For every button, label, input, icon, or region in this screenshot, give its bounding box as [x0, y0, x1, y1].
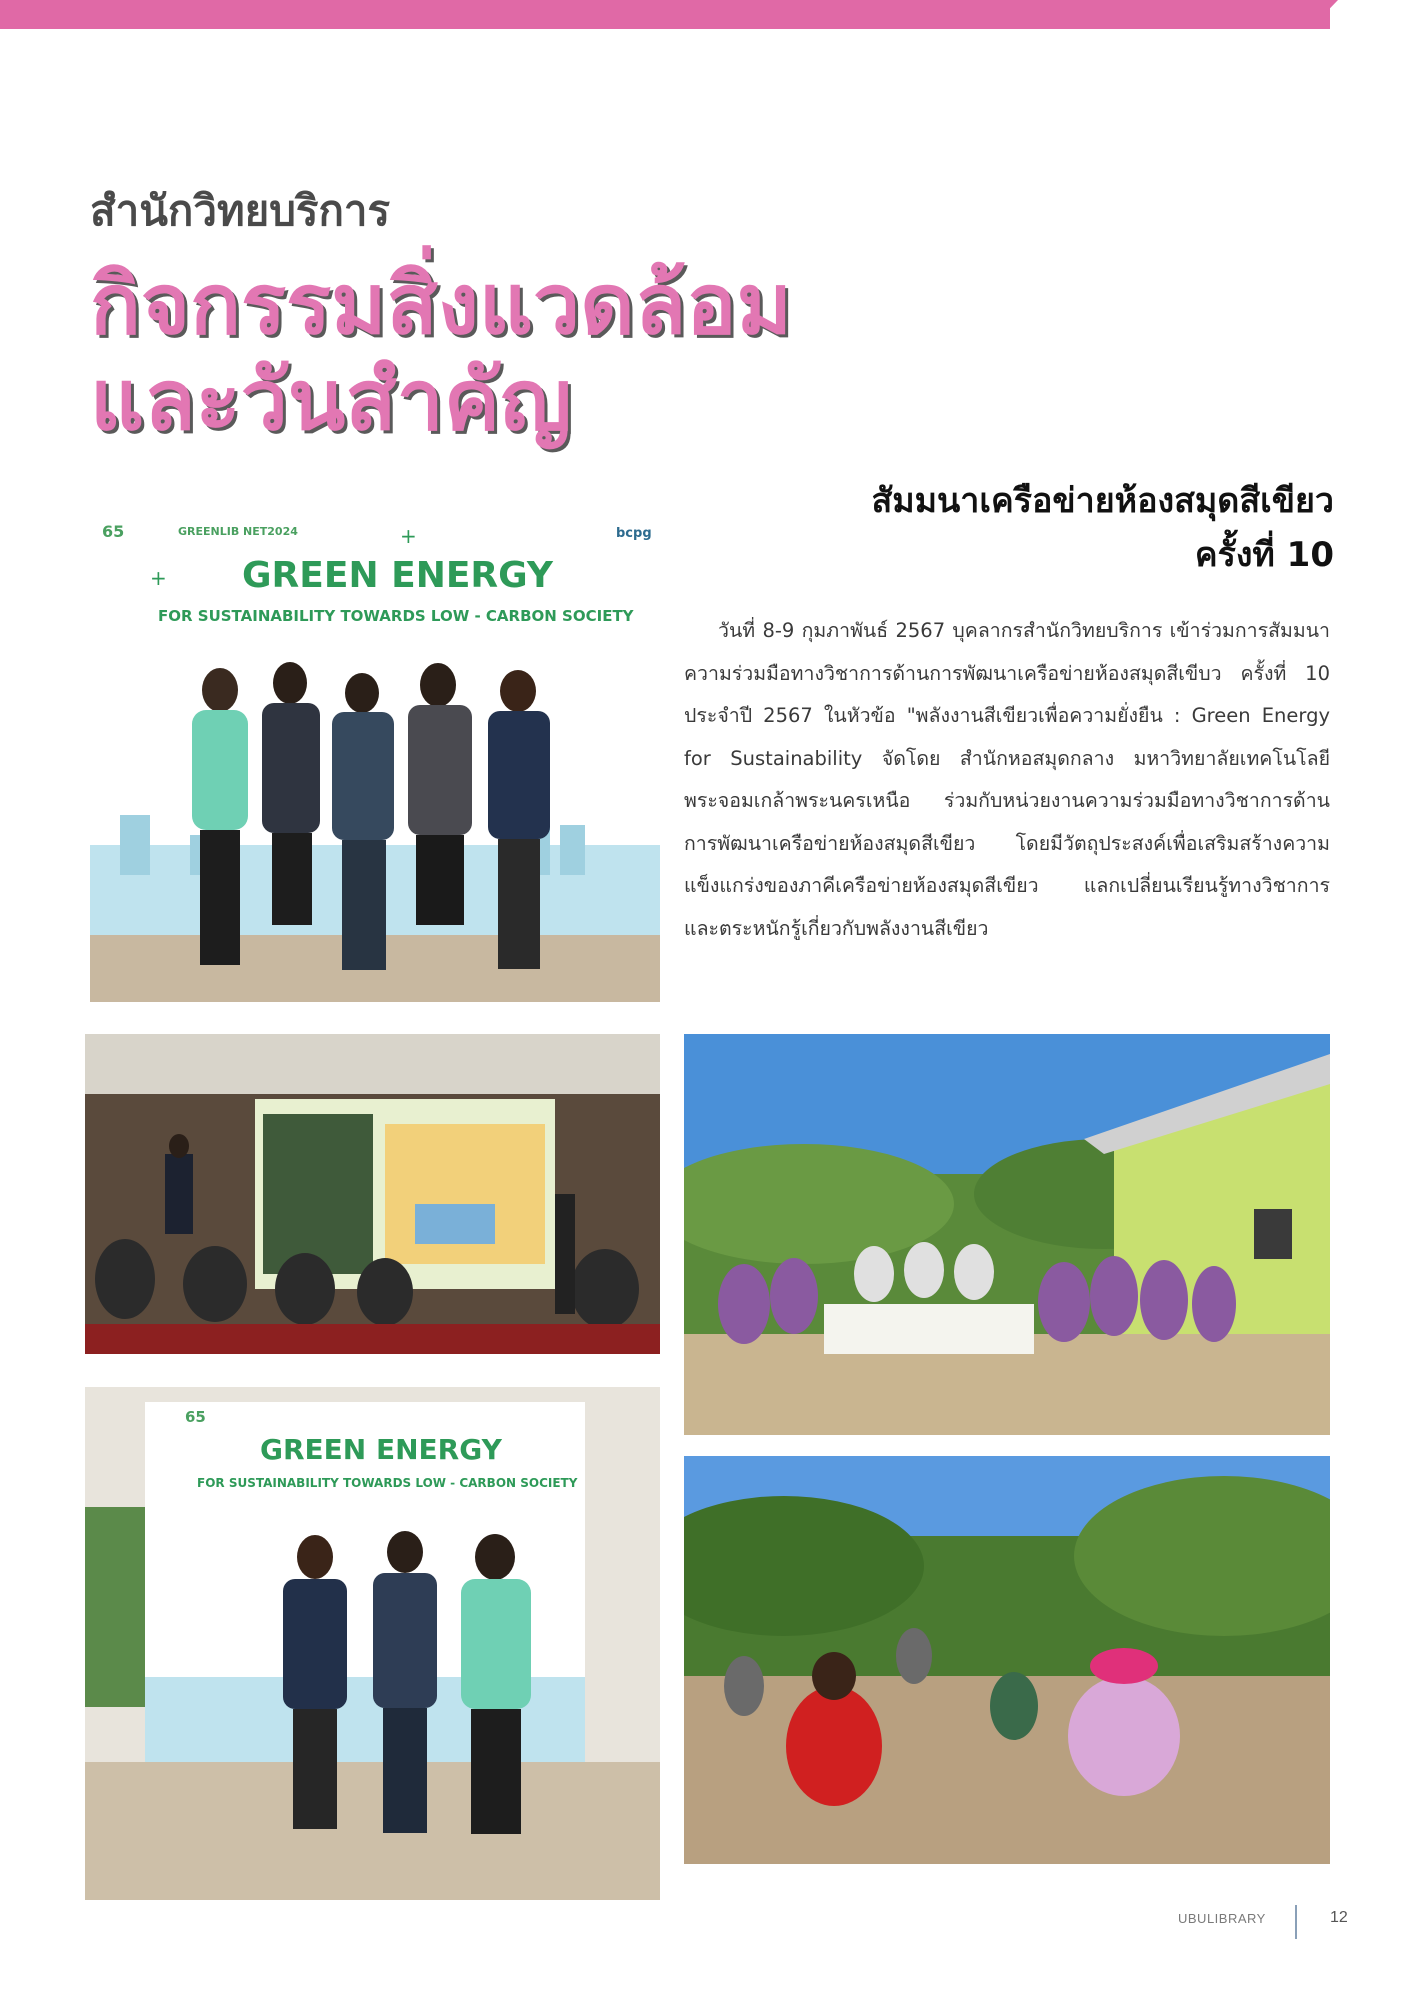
photo-seminar-hall [85, 1034, 660, 1354]
article-title-line-2: ครั้งที่ 10 [1194, 535, 1334, 575]
banner-sponsor: bcpg [616, 526, 652, 541]
footer-divider [1295, 1905, 1297, 1939]
banner-number: 65 [102, 522, 125, 541]
svg-text:+: + [400, 524, 417, 548]
svg-text:FOR SUSTAINABILITY TOWARDS LOW: FOR SUSTAINABILITY TOWARDS LOW - CARBON SOCIETY [197, 1476, 578, 1490]
article-title-line-1: สัมมนาเครือข่ายห้องสมุดสีเขียว [871, 481, 1334, 521]
svg-text:+: + [150, 566, 167, 590]
photo-group-three-backdrop [85, 1387, 660, 1900]
page-number: 12 [1330, 1909, 1348, 1926]
svg-text:65: 65 [185, 1408, 206, 1426]
page-title-line-2: และวันสำคัญ [90, 351, 572, 449]
svg-text:GREEN ENERGY: GREEN ENERGY [260, 1433, 502, 1466]
page-title-line-1: กิจกรรมสิ่งแวดล้อม [90, 255, 792, 353]
banner-logo: GREENLIB NET2024 [178, 525, 298, 538]
photo-outdoor-group [684, 1034, 1330, 1435]
article-body: วันที่ 8-9 กุมภาพันธ์ 2567 บุคลากรสำนักวิทยบริการ เข้าร่วมการสัมมนาความร่วมมือทางวิชาการด้านการพัฒนาเครือข่ายห้องสมุดสีเขีบว ครั้งที่ 10 ประจำปี 2567 ในหัวข้อ "พลังงานสีเขียวเพื่อความยั่งยืน : Green Energy for Sustainability จัดโดย สำนักหอสมุดกลาง มหาวิทยาลัยเทคโนโลยีพระจอมเกล้าพระนครเหนือ ร่วมกับหน่วยงานความร่วมมือทางวิชาการด้านการพัฒนาเครือข่ายห้องสมุดสีเขียว โดยมีวัตถุประสงค์เพื่อเสริมสร้างความแข็งแกร่งของภาคีเครือข่ายห้องสมุดสีเขียว แลกเปลี่ยนเรียนรู้ทางวิชาการ และตระหนักรู้เกี่ยวกับพลังงานสีเขียว [684, 619, 1330, 940]
footer-brand: UBULIBRARY [1178, 1911, 1266, 1926]
photo-group-five-backdrop [90, 515, 660, 1002]
banner-title: GREEN ENERGY [242, 555, 553, 596]
department-heading: สำนักวิทยบริการ [90, 186, 391, 235]
banner-subtitle: FOR SUSTAINABILITY TOWARDS LOW - CARBON SOCIETY [158, 607, 634, 625]
top-accent-bar [0, 0, 1330, 29]
top-accent-bar-tip [1310, 0, 1338, 29]
photo-tree-planting [684, 1456, 1330, 1864]
